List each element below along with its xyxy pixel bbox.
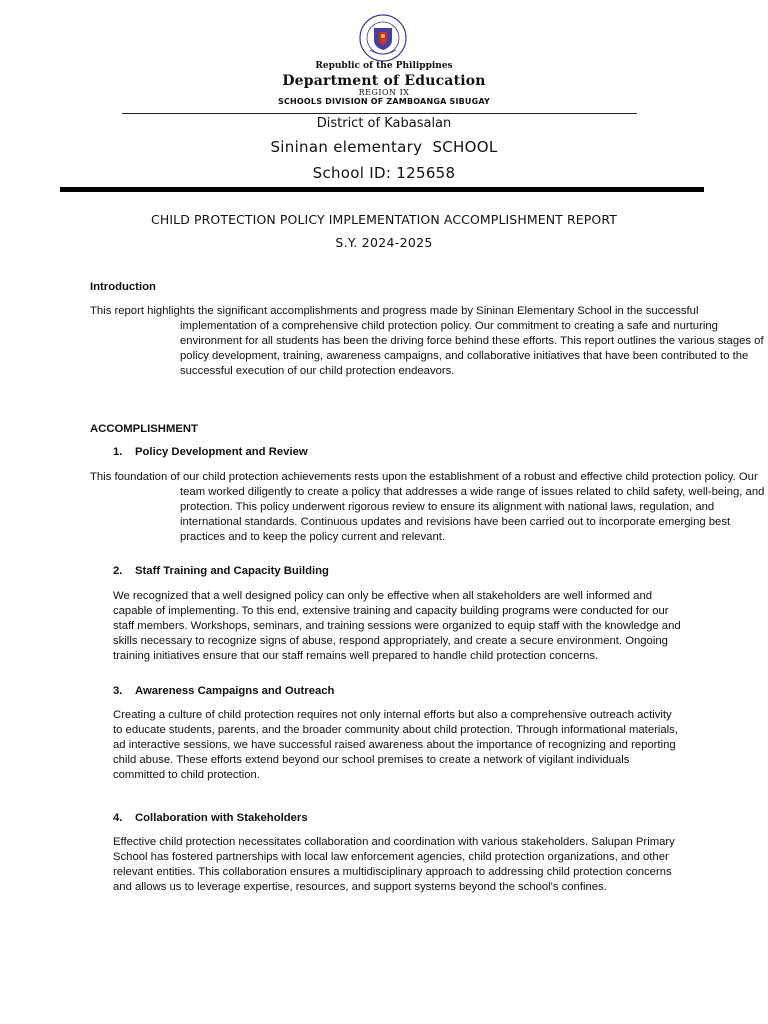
deped-seal-logo bbox=[348, 14, 418, 62]
division-line: SCHOOLS DIVISION OF ZAMBOANGA SIBUGAY bbox=[277, 97, 490, 106]
header-divider bbox=[122, 113, 637, 114]
school-id: School ID: 125658 bbox=[312, 164, 456, 182]
district-name: District of Kabasalan bbox=[316, 116, 452, 131]
section-4-heading bbox=[113, 812, 308, 824]
section-number: 4. bbox=[113, 812, 123, 824]
accomplishment-heading: ACCOMPLISHMENT bbox=[90, 423, 198, 435]
school-year: S.Y. 2024-2025 bbox=[335, 235, 433, 250]
introduction-paragraph: This report highlights the significant accomplishments and progress made by Sininan Elementary School in the successful implementation of a comprehensive child protection policy. Our commitment to creating a safe and nurturing environment for all students has been the driving force behind these efforts. This report outlines the various stages of policy development, training, awareness campaigns, and collaborative initiatives that have been contributed to the successful execution of our child protection endeavors. bbox=[90, 305, 764, 377]
section-1-paragraph: This foundation of our child protection achievements rests upon the establishment of a robust and effective child protection policy. Our team worked diligently to create a policy that addresses a wide range of issues related to child safety, well-being, and protection. This policy underwent rigorous review to ensure its alignment with national laws, regulation, and international standards. Continuous updates and revisions have been carried out to incorporate emerging best practices and to keep the policy current and relevant. bbox=[90, 471, 765, 543]
section-number: 1. bbox=[113, 446, 123, 458]
section-2-heading bbox=[113, 565, 329, 577]
section-3-heading bbox=[113, 685, 334, 697]
republic-line: Republic of the Philippines bbox=[315, 61, 453, 71]
region-line: REGION IX bbox=[358, 88, 410, 97]
section-1-heading bbox=[113, 446, 308, 458]
section-title: Policy Development and Review bbox=[135, 446, 308, 458]
thick-divider bbox=[60, 187, 704, 192]
section-number: 3. bbox=[113, 685, 123, 697]
section-title: Collaboration with Stakeholders bbox=[135, 812, 308, 824]
section-4-paragraph: Effective child protection necessitates collaboration and coordination with various stakeholders. Salupan Primary School has fostered partnerships with local law enforcement agencies, child protection organizations, and other relevant entities. This collaboration ensures a multidisciplinary approach to addressing child protection concerns and allows us to leverage expertise, resources, and support systems beyond the school's confines. bbox=[113, 836, 675, 893]
introduction-heading: Introduction bbox=[90, 281, 156, 293]
department-line: Department of Education bbox=[282, 73, 486, 89]
report-title: CHILD PROTECTION POLICY IMPLEMENTATION ACCOMPLISHMENT REPORT bbox=[151, 212, 617, 227]
section-3-paragraph: Creating a culture of child protection requires not only internal efforts but also a comprehensive outreach activity to educate students, parents, and the broader community about child protection. Through informational materials, ad interactive sessions, we have successful raised awareness about the importance of recognizing and reporting child abuse. These efforts extend beyond our school premises to create a network of vigilant individuals committed to child protection. bbox=[113, 709, 678, 781]
section-title: Staff Training and Capacity Building bbox=[135, 565, 329, 577]
school-name: Sininan elementary SCHOOL bbox=[270, 138, 498, 156]
section-number: 2. bbox=[113, 565, 123, 577]
section-title: Awareness Campaigns and Outreach bbox=[135, 685, 335, 697]
section-2-paragraph: We recognized that a well designed policy can only be effective when all stakeholders are well informed and capable of implementing. To this end, extensive training and capacity building programs were conducted for our staff members. Workshops, seminars, and training sessions were organized to equip staff with the knowledge and skills necessary to recognize signs of abuse, respond appropriately, and create a secure environment. Ongoing training initiatives ensure that our staff remains well prepared to handle child protection concerns. bbox=[113, 590, 681, 662]
